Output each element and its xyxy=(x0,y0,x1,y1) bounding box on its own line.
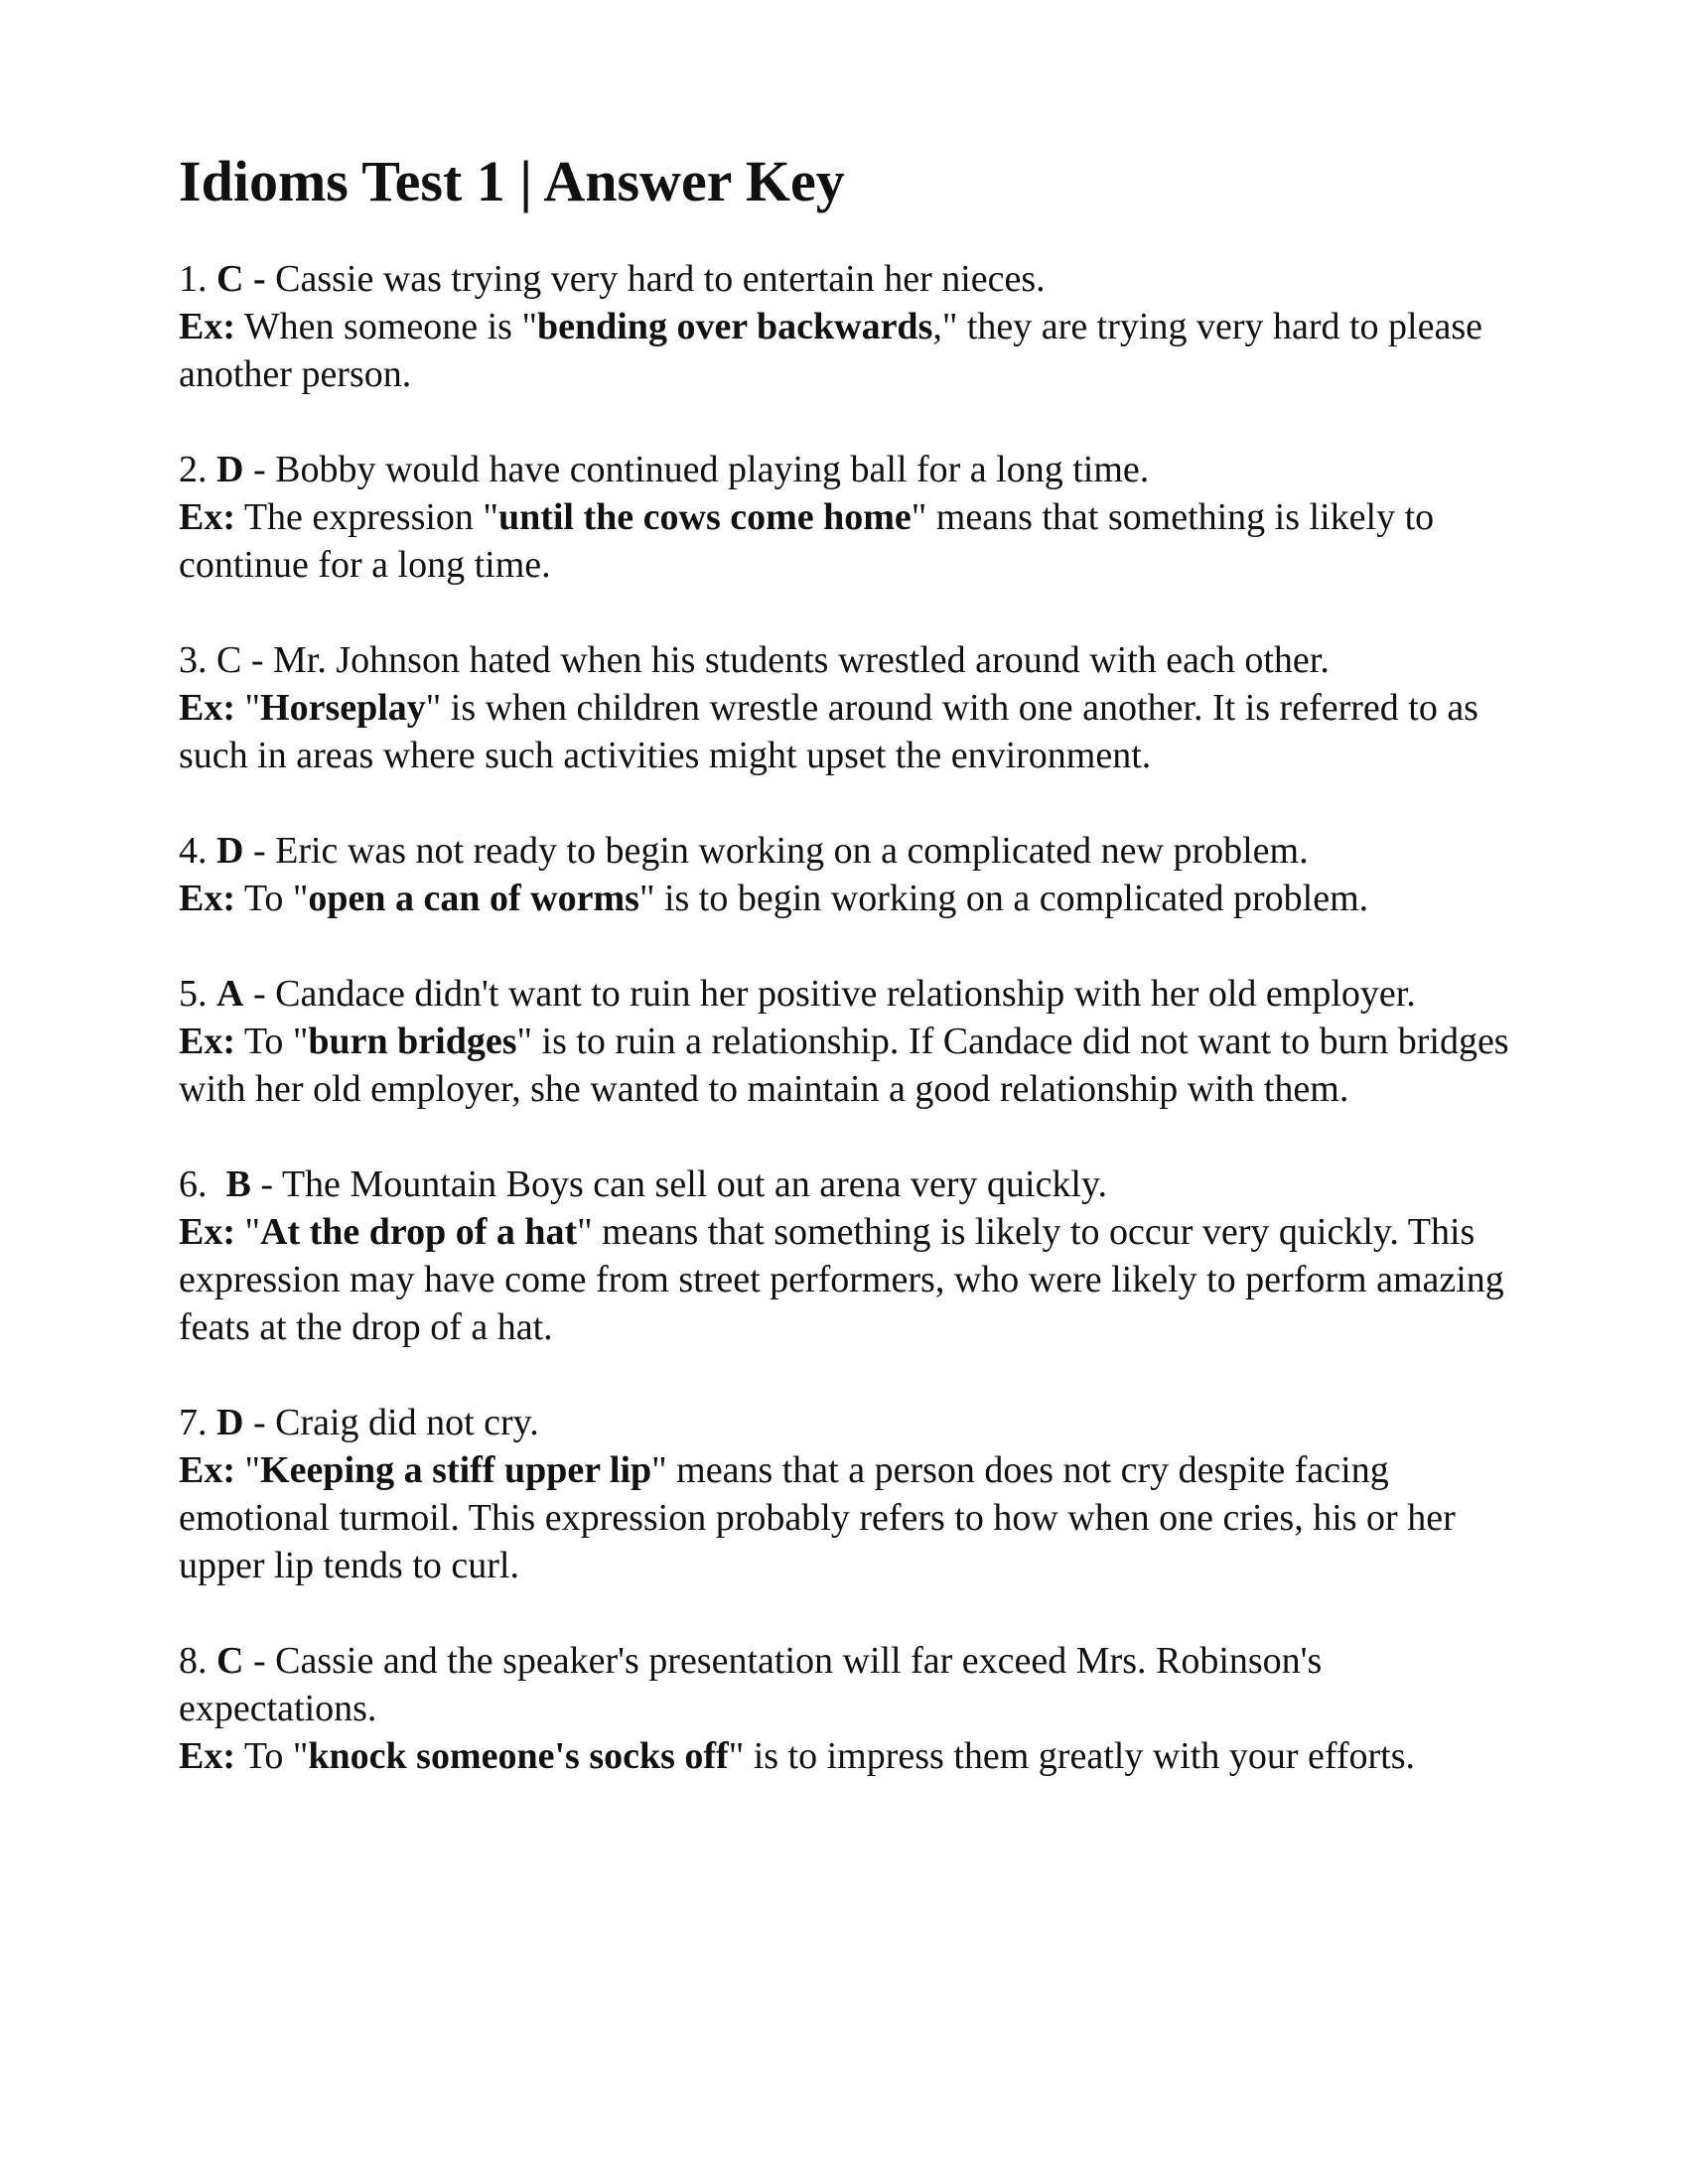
separator: - xyxy=(241,638,274,681)
ex-label: Ex: xyxy=(179,495,235,538)
explanation-pre: " xyxy=(235,686,261,729)
answer-text: Eric was not ready to begin working on a complicated new problem. xyxy=(275,829,1309,872)
explanation-pre: The expression " xyxy=(235,495,498,538)
answer-text: The Mountain Boys can sell out an arena very quickly. xyxy=(281,1162,1108,1205)
answer-line xyxy=(179,636,1509,684)
idiom-phrase: open a can of worms xyxy=(308,877,639,919)
answer-item-3 xyxy=(179,636,1509,779)
answer-line xyxy=(179,1160,1509,1208)
answer-text: Craig did not cry. xyxy=(275,1401,539,1443)
explanation xyxy=(179,1446,1509,1589)
answer-text: Candace didn't want to ruin her positive relationship with her old employer. xyxy=(275,972,1416,1015)
answer-item-7 xyxy=(179,1399,1509,1589)
ex-label: Ex: xyxy=(179,1734,235,1777)
separator: - xyxy=(243,972,276,1015)
answer-letter: D xyxy=(216,1401,244,1443)
separator: - xyxy=(243,1639,276,1682)
separator: - xyxy=(243,829,276,872)
answer-letter: A xyxy=(216,972,244,1015)
ex-label: Ex: xyxy=(179,1210,235,1253)
answer-item-5 xyxy=(179,970,1509,1113)
answer-item-2 xyxy=(179,446,1509,589)
page-title: Idioms Test 1 | Answer Key xyxy=(179,149,845,213)
idiom-phrase: Horseplay xyxy=(260,686,426,729)
answer-letter: C xyxy=(216,638,242,681)
explanation xyxy=(179,493,1509,589)
answer-line xyxy=(179,1637,1509,1732)
answer-key-page xyxy=(179,149,1509,1828)
separator: - xyxy=(243,448,276,490)
ex-label: Ex: xyxy=(179,877,235,919)
answer-text: Mr. Johnson hated when his students wrestled around with each other. xyxy=(273,638,1330,681)
explanation xyxy=(179,1732,1509,1780)
question-number: 7. xyxy=(179,1401,208,1443)
idiom-phrase: At the drop of a hat xyxy=(260,1210,578,1253)
answer-text: Cassie and the speaker's presentation will far exceed Mrs. Robinson's expectations. xyxy=(179,1639,1323,1729)
explanation xyxy=(179,303,1509,398)
answer-line xyxy=(179,446,1509,493)
answer-item-8 xyxy=(179,1637,1509,1780)
answer-letter: C xyxy=(216,257,244,300)
idiom-phrase: burn bridges xyxy=(308,1020,517,1062)
explanation-pre: To " xyxy=(235,1734,309,1777)
ex-label: Ex: xyxy=(179,1020,235,1062)
question-number: 5. xyxy=(179,972,208,1015)
explanation xyxy=(179,1018,1509,1113)
explanation xyxy=(179,684,1509,779)
ex-label: Ex: xyxy=(179,305,235,347)
answer-letter: D xyxy=(216,829,244,872)
explanation-pre: To " xyxy=(235,877,309,919)
answer-line xyxy=(179,827,1509,875)
answer-item-4 xyxy=(179,827,1509,922)
explanation-post: " is to begin working on a complicated problem. xyxy=(638,877,1369,919)
answer-letter: D xyxy=(216,448,244,490)
question-number: 3. xyxy=(179,638,208,681)
explanation xyxy=(179,1208,1509,1351)
idiom-phrase: until the cows come home xyxy=(497,495,912,538)
question-number: 8. xyxy=(179,1639,208,1682)
answer-letter: B xyxy=(225,1162,251,1205)
question-number: 6. xyxy=(179,1162,208,1205)
separator: - xyxy=(243,1401,276,1443)
explanation-pre: To " xyxy=(235,1020,309,1062)
idiom-phrase: bending over backwards xyxy=(536,305,933,347)
ex-label: Ex: xyxy=(179,686,235,729)
separator: - xyxy=(250,1162,282,1205)
idiom-phrase: knock someone's socks off xyxy=(308,1734,729,1777)
answer-item-6 xyxy=(179,1160,1509,1351)
explanation-post: " is to impress them greatly with your efforts. xyxy=(728,1734,1416,1777)
idiom-phrase: Keeping a stiff upper lip xyxy=(260,1448,652,1491)
explanation-post: " means that something is likely to continue for a long time. xyxy=(179,495,1435,586)
answer-line xyxy=(179,255,1509,303)
answer-text: Bobby would have continued playing ball for a long time. xyxy=(275,448,1150,490)
explanation-post: " is when children wrestle around with one another. It is referred to as such in areas where such activities might upset the environment. xyxy=(179,686,1478,776)
explanation-pre: When someone is " xyxy=(235,305,537,347)
explanation-post: ," they are trying very hard to please another person. xyxy=(179,305,1482,395)
answer-line xyxy=(179,970,1509,1018)
explanation-pre: " xyxy=(235,1448,261,1491)
question-number: 4. xyxy=(179,829,208,872)
answer-item-1 xyxy=(179,255,1509,398)
answer-letter: C xyxy=(216,1639,244,1682)
question-number: 1. xyxy=(179,257,208,300)
explanation-post: " is to ruin a relationship. If Candace did not want to burn bridges with her old employer, she wanted to maintain a good relationship with them. xyxy=(179,1020,1509,1110)
answer-line xyxy=(179,1399,1509,1446)
question-number: 2. xyxy=(179,448,208,490)
separator: - xyxy=(243,257,276,300)
explanation xyxy=(179,875,1509,922)
explanation-post: " means that a person does not cry despite facing emotional turmoil. This expression probably refers to how when one cries, his or her upper lip tends to curl. xyxy=(179,1448,1456,1586)
explanation-post: " means that something is likely to occur very quickly. This expression may have come from street performers, who were likely to perform amazing feats at the drop of a hat. xyxy=(179,1210,1504,1348)
ex-label: Ex: xyxy=(179,1448,235,1491)
explanation-pre: " xyxy=(235,1210,261,1253)
answer-text: Cassie was trying very hard to entertain her nieces. xyxy=(275,257,1046,300)
